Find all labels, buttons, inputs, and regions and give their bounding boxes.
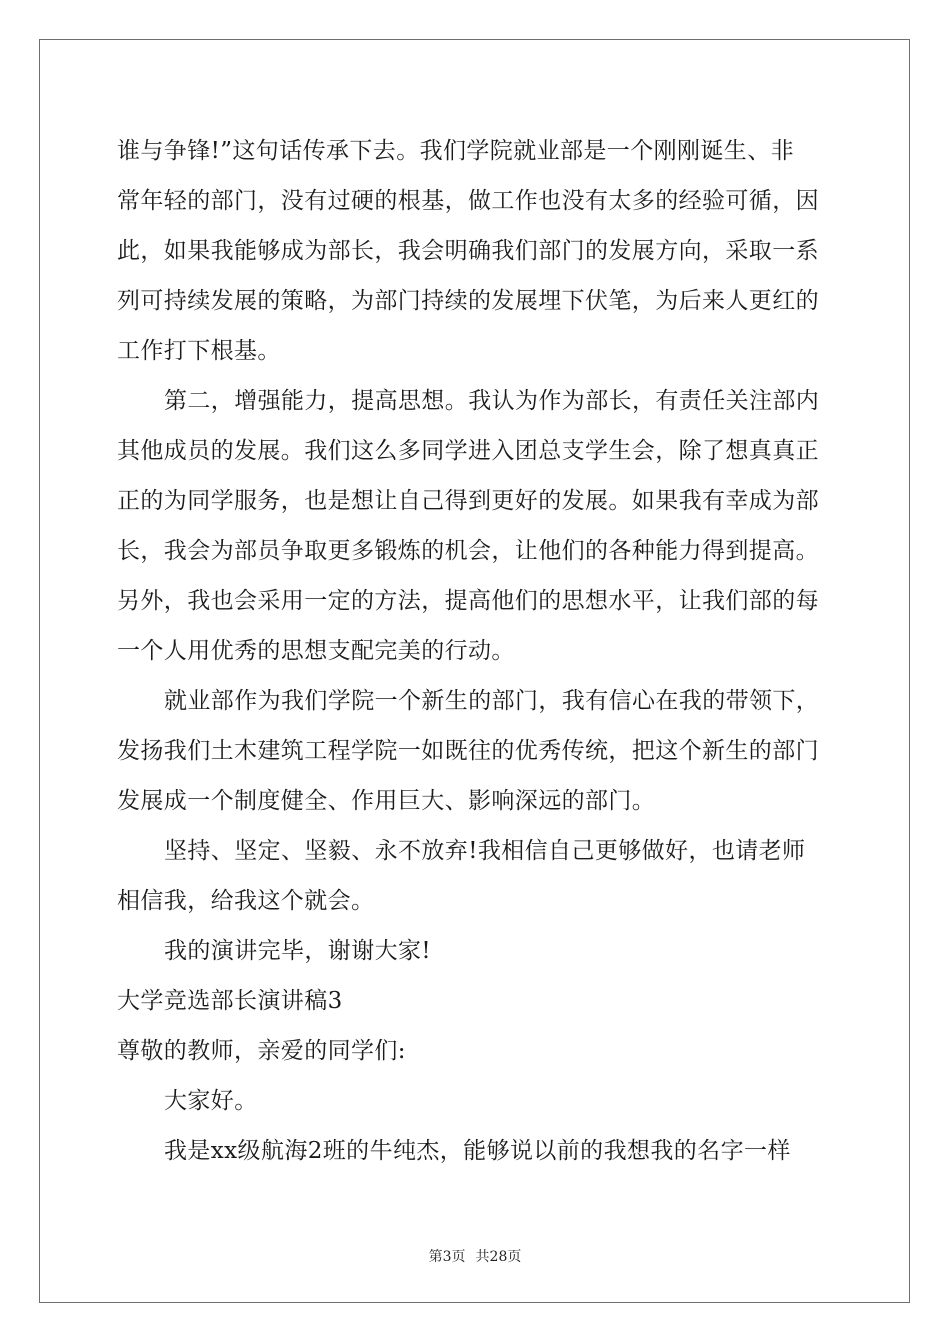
paragraph-start-line: 坚持、坚定、坚毅、永不放弃!我相信自己更够做好，也请老师: [164, 838, 806, 864]
paragraph-start-line: 我的演讲完毕，谢谢大家!: [164, 938, 432, 964]
text-line: 正的为同学服务，也是想让自己得到更好的发展。如果我有幸成为部: [117, 488, 819, 514]
page-footer: [0, 1248, 950, 1266]
text-line: 常年轻的部门，没有过硬的根基，做工作也没有太多的经验可循，因: [117, 188, 819, 214]
text-line: 发展成一个制度健全、作用巨大、影响深远的部门。: [117, 788, 656, 814]
paragraph-start-line: 就业部作为我们学院一个新生的部门，我有信心在我的带领下，: [164, 688, 820, 714]
text-line: 另外，我也会采用一定的方法，提高他们的思想水平，让我们部的每: [117, 588, 819, 614]
page-total: 共28页: [475, 1249, 522, 1265]
text-line: 工作打下根基。: [117, 338, 281, 364]
text-line: 发扬我们土木建筑工程学院一如既往的优秀传统，把这个新生的部门: [117, 738, 819, 764]
section-heading: 大学竞选部长演讲稿3: [117, 988, 343, 1014]
paragraph-start-line: 第二，增强能力，提高思想。我认为作为部长，有责任关注部内: [164, 388, 820, 414]
salutation: 尊敬的教师，亲爱的同学们:: [117, 1038, 406, 1064]
greeting: 大家好。: [164, 1088, 258, 1114]
text-line: 其他成员的发展。我们这么多同学进入团总支学生会，除了想真真正: [117, 438, 819, 464]
text-line: 长，我会为部员争取更多锻炼的机会，让他们的各种能力得到提高。: [117, 538, 819, 564]
paragraph-start-line: 我是xx级航海2班的牛纯杰，能够说以前的我想我的名字一样: [164, 1138, 791, 1164]
text-line: 相信我，给我这个就会。: [117, 888, 375, 914]
text-line: 谁与争锋!”这句话传承下去。我们学院就业部是一个刚刚诞生、非: [117, 138, 795, 164]
text-line: 列可持续发展的策略，为部门持续的发展埋下伏笔，为后来人更红的: [117, 288, 819, 314]
text-line: 此，如果我能够成为部长，我会明确我们部门的发展方向，采取一系: [117, 238, 819, 264]
text-line: 一个人用优秀的思想支配完美的行动。: [117, 638, 515, 664]
page-number: 第3页: [428, 1249, 466, 1265]
